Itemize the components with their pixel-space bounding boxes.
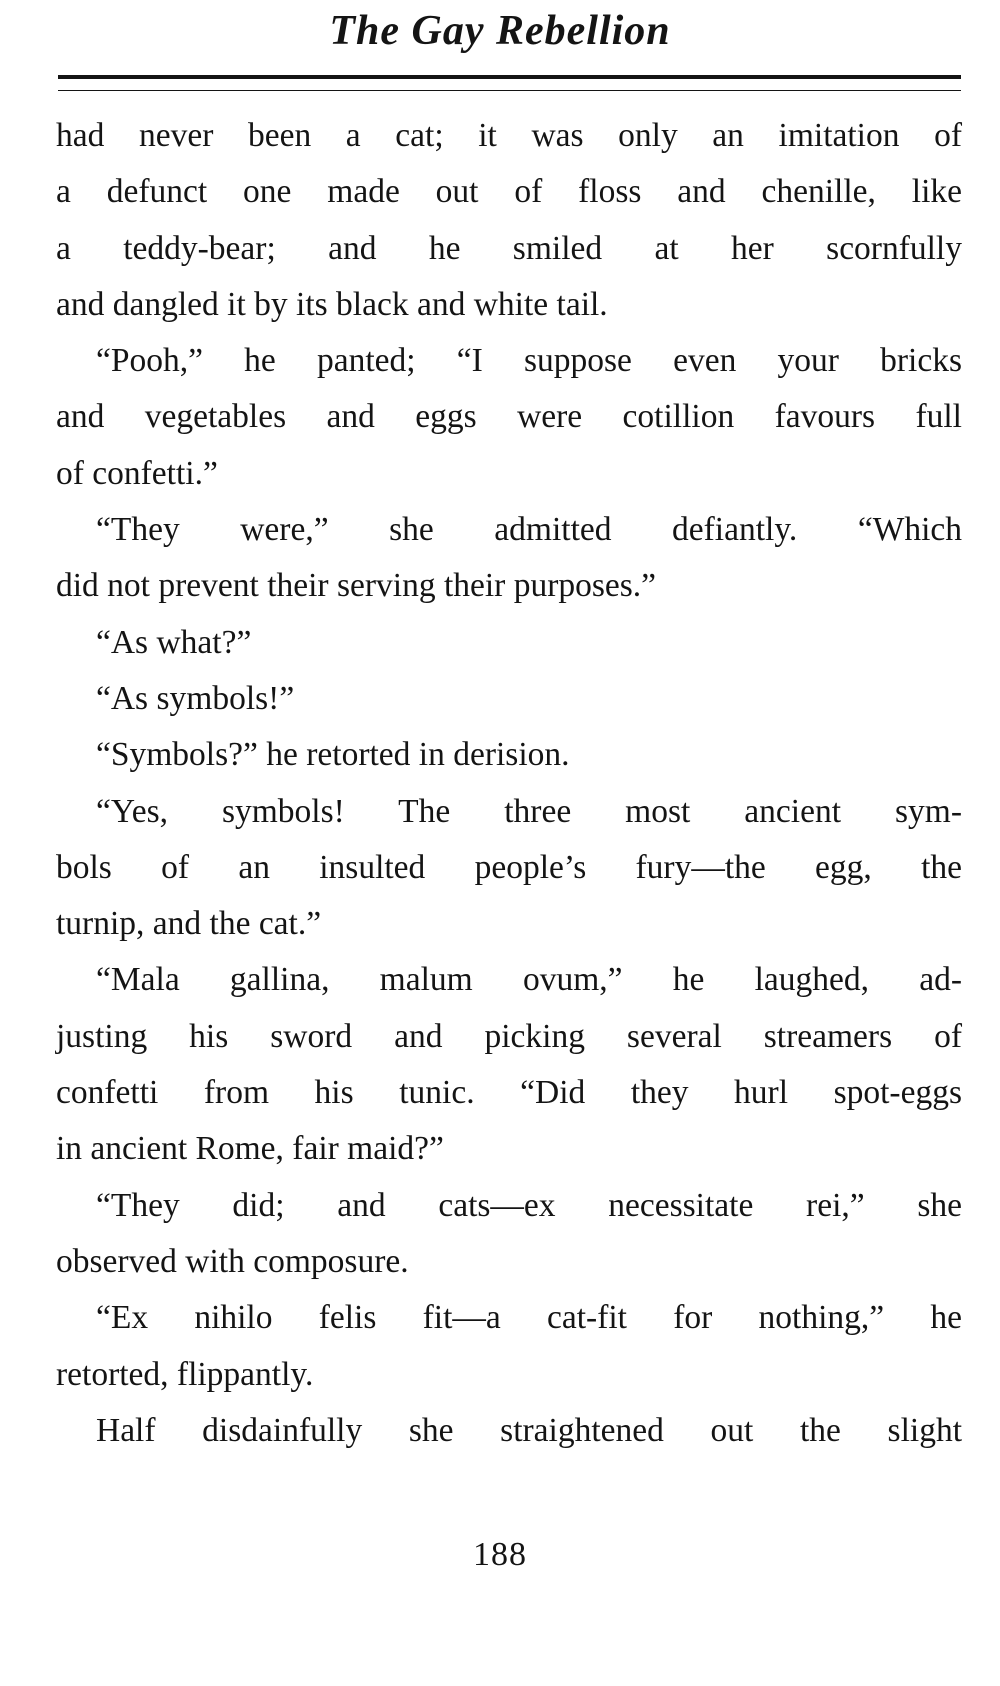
text-line: observed with composure. (56, 1242, 409, 1280)
text-line: “Yes, symbols! The three most ancient sym- (96, 792, 962, 830)
text-line: justing his sword and picking several streamers of (56, 1017, 962, 1055)
body-text (56, 108, 962, 1459)
text-line: turnip, and the cat.” (56, 905, 322, 943)
text-line: “Pooh,” he panted; “I suppose even your bricks (96, 342, 962, 380)
text-line: retorted, flippantly. (56, 1355, 314, 1393)
header-rule-thin (58, 90, 961, 91)
text-line: confetti from his tunic. “Did they hurl spot-eggs (56, 1074, 962, 1112)
header-rule-thick (58, 75, 961, 79)
text-line: “They were,” she admitted defiantly. “Which (96, 511, 962, 549)
text-line: “As what?” (96, 623, 252, 661)
text-line: “Symbols?” he retorted in derision. (96, 736, 570, 774)
text-line: a defunct one made out of floss and chenille, like (56, 173, 962, 211)
text-line: “They did; and cats—ex necessitate rei,” she (96, 1186, 962, 1224)
page-number: 188 (473, 1536, 527, 1573)
text-line: had never been a cat; it was only an imitation of (56, 117, 962, 154)
text-line: and vegetables and eggs were cotillion favours full (56, 398, 962, 436)
text-line: “Ex nihilo felis fit—a cat-fit for nothing,” he (96, 1299, 962, 1337)
text-line: and dangled it by its black and white tail. (56, 285, 608, 323)
text-line: “As symbols!” (96, 679, 295, 717)
text-line: bols of an insulted people’s fury—the egg, the (56, 848, 962, 886)
text-line: “Mala gallina, malum ovum,” he laughed, ad- (96, 961, 962, 999)
text-line: a teddy-bear; and he smiled at her scornfully (56, 229, 962, 267)
text-line: of confetti.” (56, 454, 218, 492)
running-head: The Gay Rebellion (329, 8, 671, 54)
text-line: in ancient Rome, fair maid?” (56, 1130, 444, 1168)
text-line: did not prevent their serving their purposes.” (56, 567, 657, 605)
text-line: Half disdainfully she straightened out the slight (96, 1411, 962, 1449)
